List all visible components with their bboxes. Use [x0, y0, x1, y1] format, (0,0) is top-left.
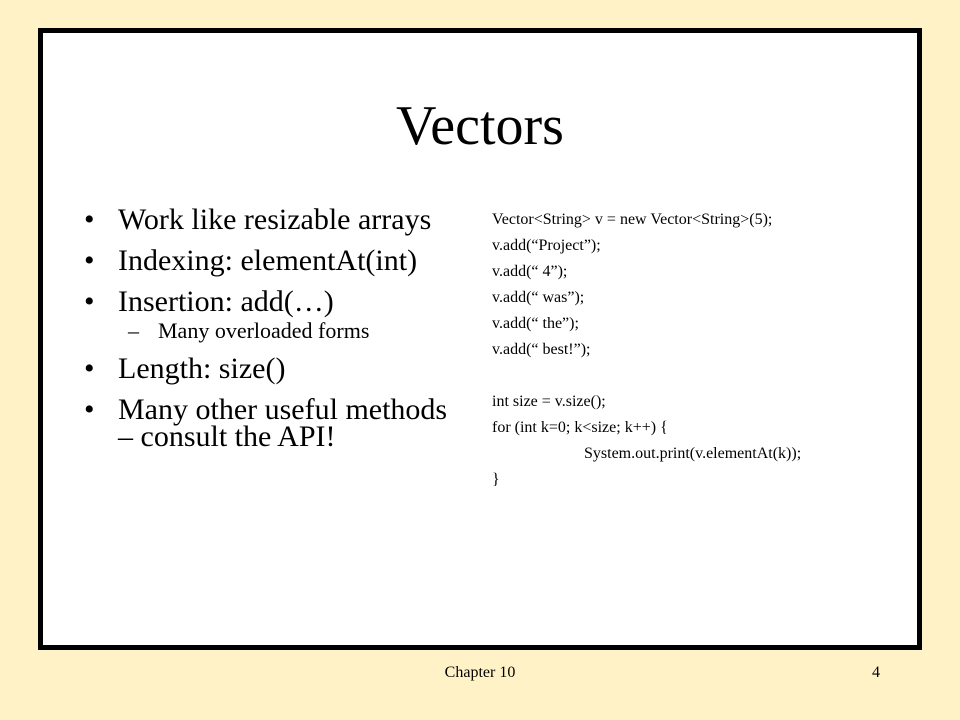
bullet-text: Indexing: elementAt(int) [118, 244, 418, 277]
footer-chapter: Chapter 10 [444, 664, 516, 681]
code-line: v.add(“Project”); [492, 237, 601, 254]
code-line: int size = v.size(); [492, 393, 606, 410]
bullet-item [84, 203, 464, 236]
bullet-dot-icon: • [84, 285, 95, 318]
slide-title: Vectors [396, 95, 564, 157]
bullet-dot-icon: • [84, 352, 95, 385]
bullet-list [84, 203, 464, 464]
code-line: v.add(“ best!”); [492, 341, 591, 358]
bullet-item [84, 352, 464, 385]
code-line-blank [492, 363, 902, 389]
code-line: v.add(“ was”); [492, 289, 585, 306]
bullet-dot-icon: • [84, 203, 95, 236]
bullet-dot-icon: • [84, 393, 95, 426]
code-line: v.add(“ 4”); [492, 263, 568, 280]
bullet-item [84, 393, 464, 453]
sub-bullet-text: Many overloaded forms [158, 318, 370, 343]
code-line: v.add(“ the”); [492, 315, 579, 332]
sub-bullet-dash-icon: – [128, 318, 139, 343]
code-line: System.out.print(v.elementAt(k)); [584, 445, 802, 462]
bullet-dot-icon: • [84, 244, 95, 277]
bullet-text: Insertion: add(…) [118, 285, 334, 318]
code-block [492, 207, 902, 493]
bullet-text: Length: size() [118, 352, 286, 385]
page-number: 4 [872, 664, 880, 681]
bullet-item [84, 285, 464, 318]
bullet-text: Many other useful methods – consult the API! [118, 393, 448, 453]
bullet-text: Work like resizable arrays [118, 203, 432, 236]
code-line: } [492, 471, 500, 488]
code-line: for (int k=0; k<size; k++) { [492, 419, 668, 436]
code-line: Vector<String> v = new Vector<String>(5); [492, 211, 773, 228]
bullet-item [84, 244, 464, 277]
sub-bullet-item [84, 317, 464, 345]
